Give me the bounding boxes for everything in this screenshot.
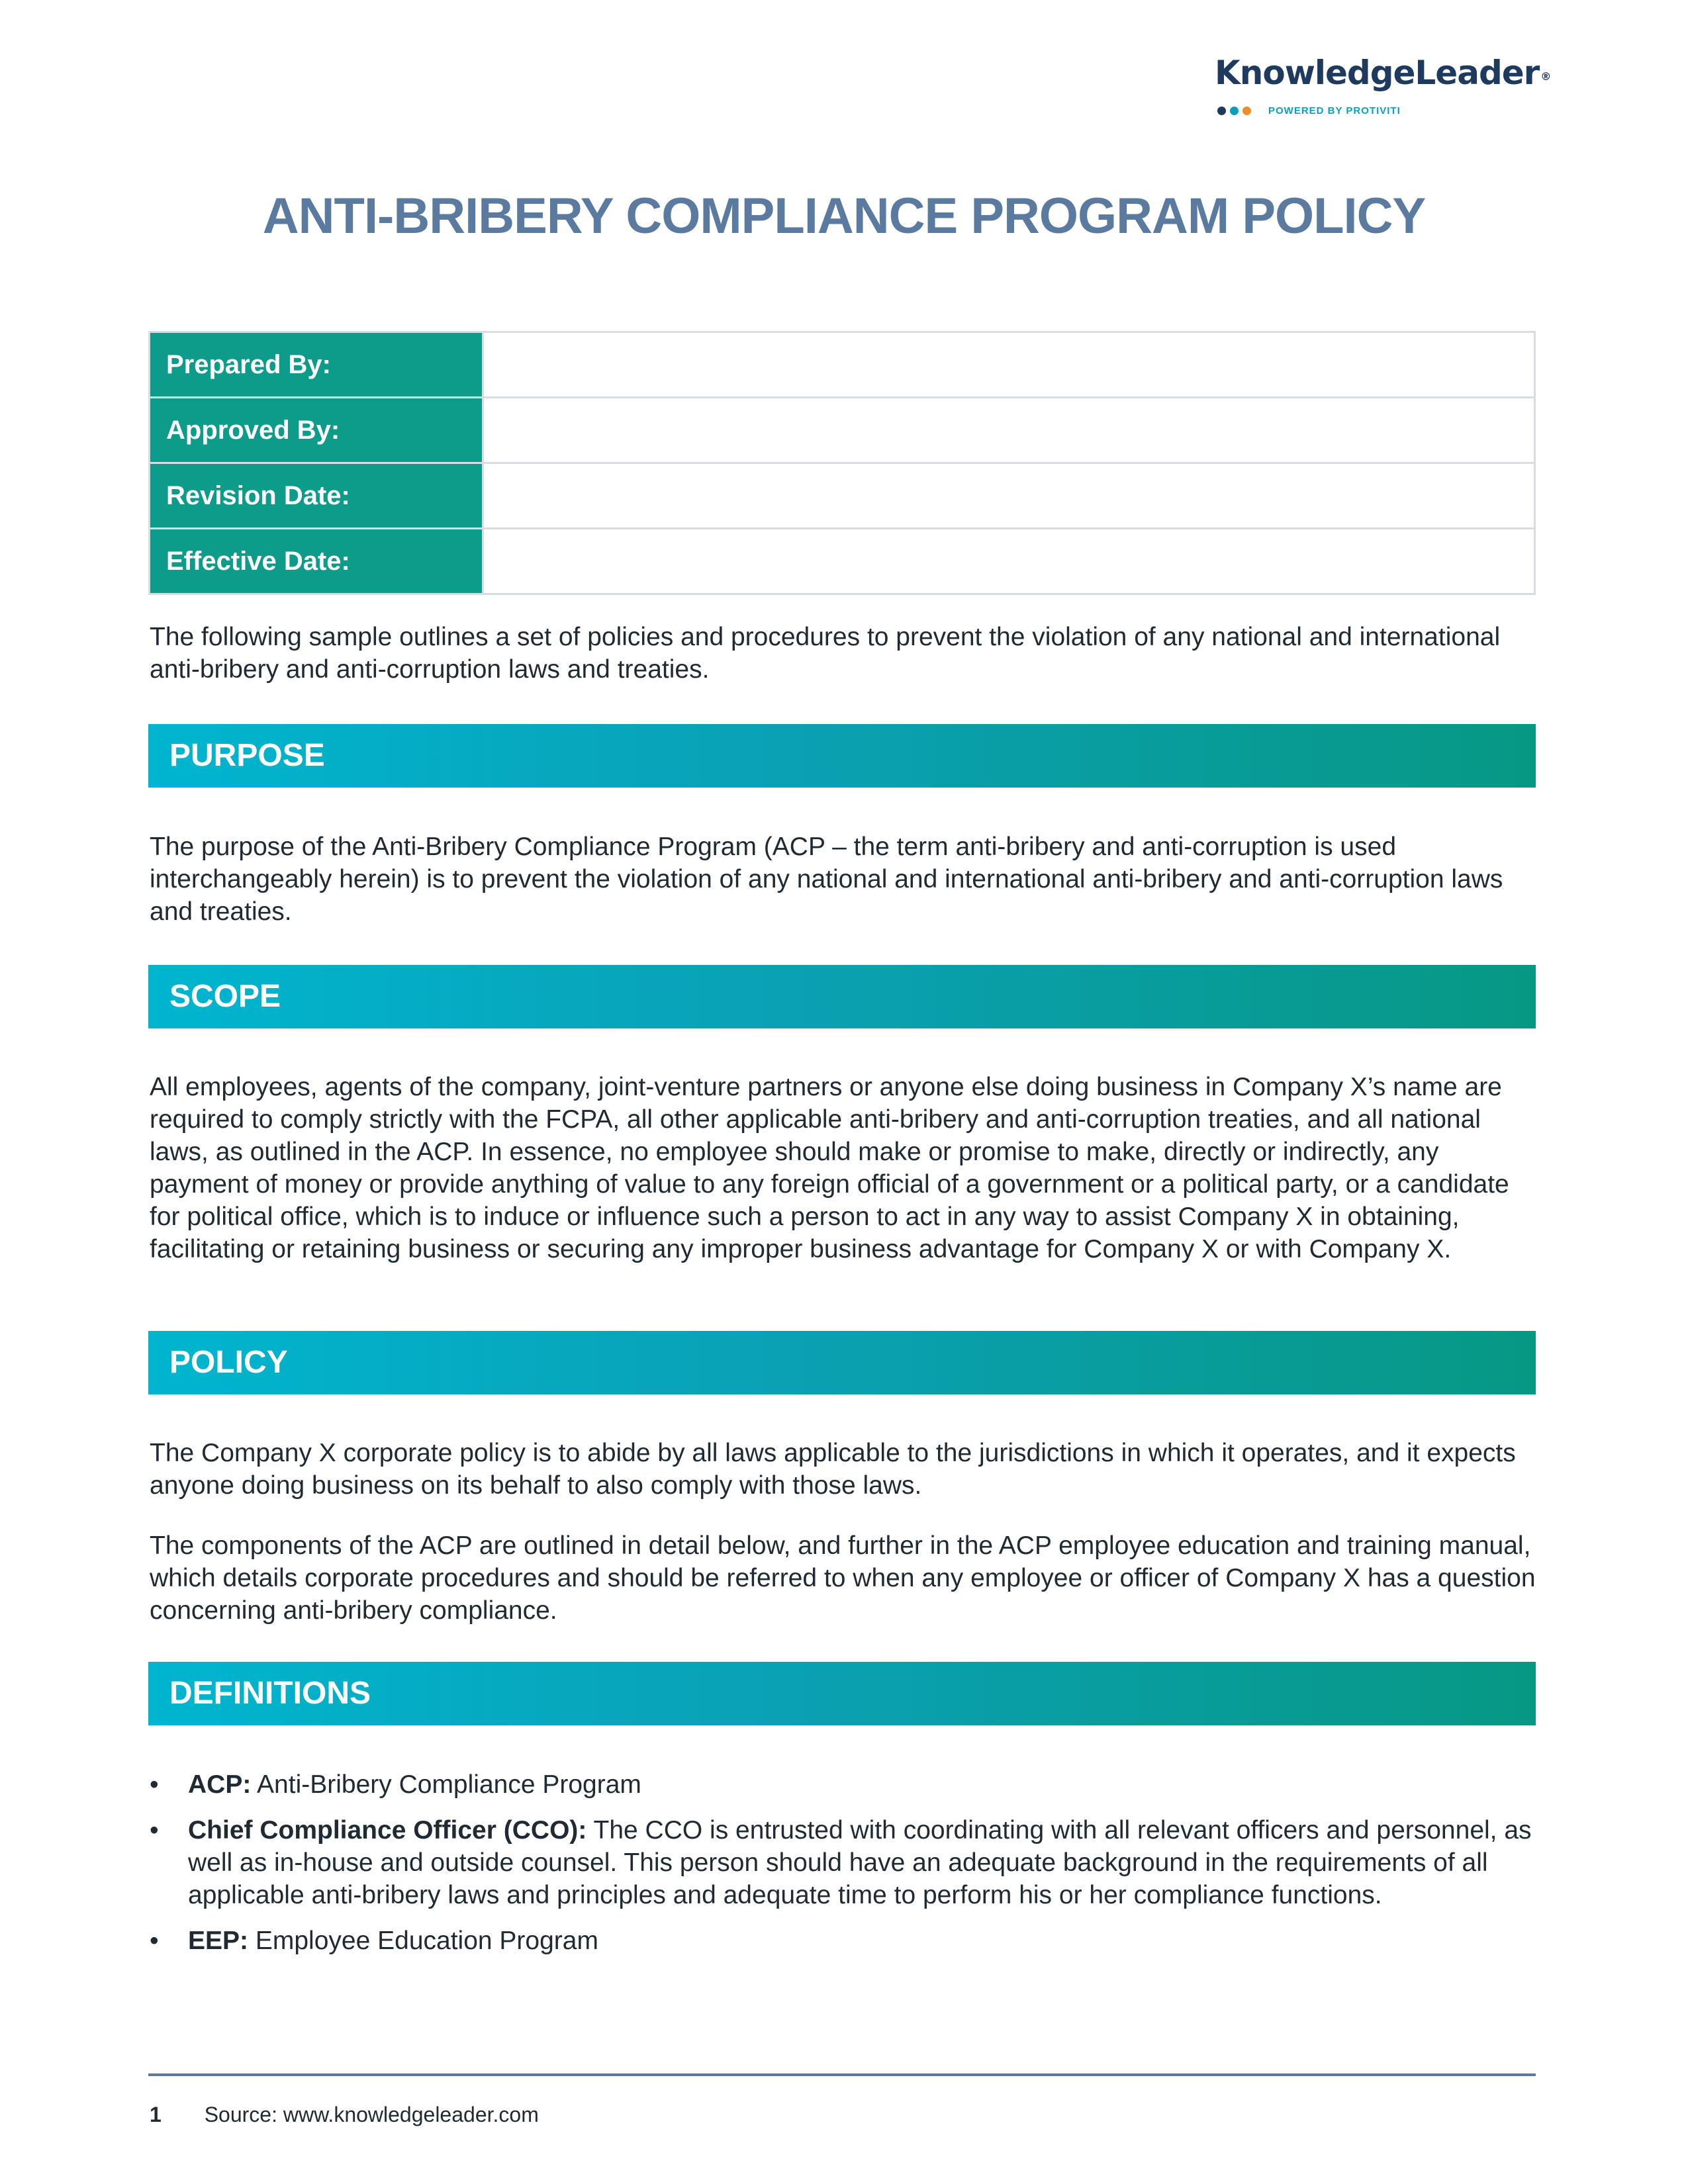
section-heading-scope: SCOPE: [148, 965, 1536, 1028]
logo-dot-1: [1217, 107, 1226, 115]
definition-term: ACP:: [188, 1770, 252, 1799]
policy-text-2: The components of the ACP are outlined in detail below, and further in the ACP employee education and training manual, which details corporate procedures and should be referred to when any employee or officer of Company X has a question concerning anti-bribery compliance.: [150, 1531, 1536, 1625]
logo-dot-3: [1243, 107, 1251, 115]
bullet-icon: •: [150, 1770, 159, 1799]
logo-dot-2: [1230, 107, 1239, 115]
meta-value-effective-date[interactable]: [483, 529, 1535, 594]
footer-source: Source: www.knowledgeleader.com: [204, 2103, 539, 2126]
logo-tagline: POWERED BY PROTIVITI: [1268, 105, 1401, 116]
logo-dots-icon: [1217, 107, 1251, 115]
list-item: [150, 1925, 1537, 1957]
definitions-list: [150, 1768, 1537, 1970]
footer-divider: [148, 2073, 1536, 2076]
meta-value-prepared-by[interactable]: [483, 332, 1535, 398]
meta-label-effective-date: Effective Date:: [150, 529, 483, 594]
scope-text: All employees, agents of the company, joint-venture partners or anyone else doing business in Company X’s name are required to comply strictly with the FCPA, all other applicable anti-bribery and anti-corruption treaties, and all national laws, as outlined in the ACP. In essence, no employee should make or promise to make, directly or indirectly, any payment of money or provide anything of value to any foreign official of a government or a political party, or a candidate for political office, which is to induce or influence such a person to act in any way to assist Company X in obtaining, facilitating or retaining business or securing any improper business advantage for Company X or with Company X.: [150, 1073, 1509, 1263]
policy-body-1: [150, 1437, 1537, 1502]
list-item: [150, 1814, 1537, 1911]
meta-label-prepared-by: Prepared By:: [150, 332, 483, 398]
knowledgeleader-logo: [1215, 53, 1551, 126]
meta-row-prepared-by: [150, 332, 1535, 398]
purpose-text: The purpose of the Anti-Bribery Compliance Program (ACP – the term anti-bribery and anti-corruption is used interchangeably herein) is to prevent the violation of any national and international anti-bribery and anti-corruption laws and treaties.: [150, 833, 1503, 926]
bullet-icon: •: [150, 1816, 159, 1844]
intro-paragraph: [150, 621, 1537, 686]
list-item: [150, 1768, 1537, 1801]
document-meta-table: [148, 331, 1536, 595]
intro-text: The following sample outlines a set of policies and procedures to prevent the violation of any national and international anti-bribery and anti-corruption laws and treaties.: [150, 623, 1501, 684]
page-number: 1: [150, 2103, 162, 2126]
meta-value-revision-date[interactable]: [483, 463, 1535, 529]
meta-row-approved-by: [150, 398, 1535, 463]
section-heading-policy: POLICY: [148, 1331, 1536, 1394]
logo-wordmark: [1215, 53, 1551, 93]
definition-text: Anti-Bribery Compliance Program: [251, 1770, 641, 1799]
definition-term: Chief Compliance Officer (CCO):: [188, 1816, 587, 1844]
policy-text-1: The Company X corporate policy is to abide by all laws applicable to the jurisdictions in which it operates, and it expects anyone doing business on its behalf to also comply with those laws.: [150, 1439, 1516, 1500]
scope-body: [150, 1071, 1537, 1265]
definition-text: The CCO is entrusted with coordinating with all relevant officers and personnel, as well as in-house and outside counsel. This person should have an adequate background in the requirements of all applicable anti-bribery laws and principles and adequate time to perform his or her compliance functions.: [188, 1816, 1532, 1909]
logo-subline: [1215, 101, 1532, 120]
policy-body-2: [150, 1529, 1537, 1627]
meta-label-revision-date: Revision Date:: [150, 463, 483, 529]
meta-row-revision-date: [150, 463, 1535, 529]
meta-label-approved-by: Approved By:: [150, 398, 483, 463]
section-heading-purpose: PURPOSE: [148, 724, 1536, 788]
document-title: ANTI-BRIBERY COMPLIANCE PROGRAM POLICY: [262, 188, 1426, 244]
definition-text: Employee Education Program: [248, 1927, 598, 1955]
meta-row-effective-date: [150, 529, 1535, 594]
definition-term: EEP:: [188, 1927, 249, 1955]
logo-name: KnowledgeLeader: [1215, 54, 1540, 92]
purpose-body: [150, 831, 1537, 928]
page-footer: [150, 2101, 539, 2128]
section-heading-definitions: DEFINITIONS: [148, 1662, 1536, 1725]
meta-value-approved-by[interactable]: [483, 398, 1535, 463]
registered-mark: ®: [1540, 70, 1551, 83]
bullet-icon: •: [150, 1927, 159, 1955]
